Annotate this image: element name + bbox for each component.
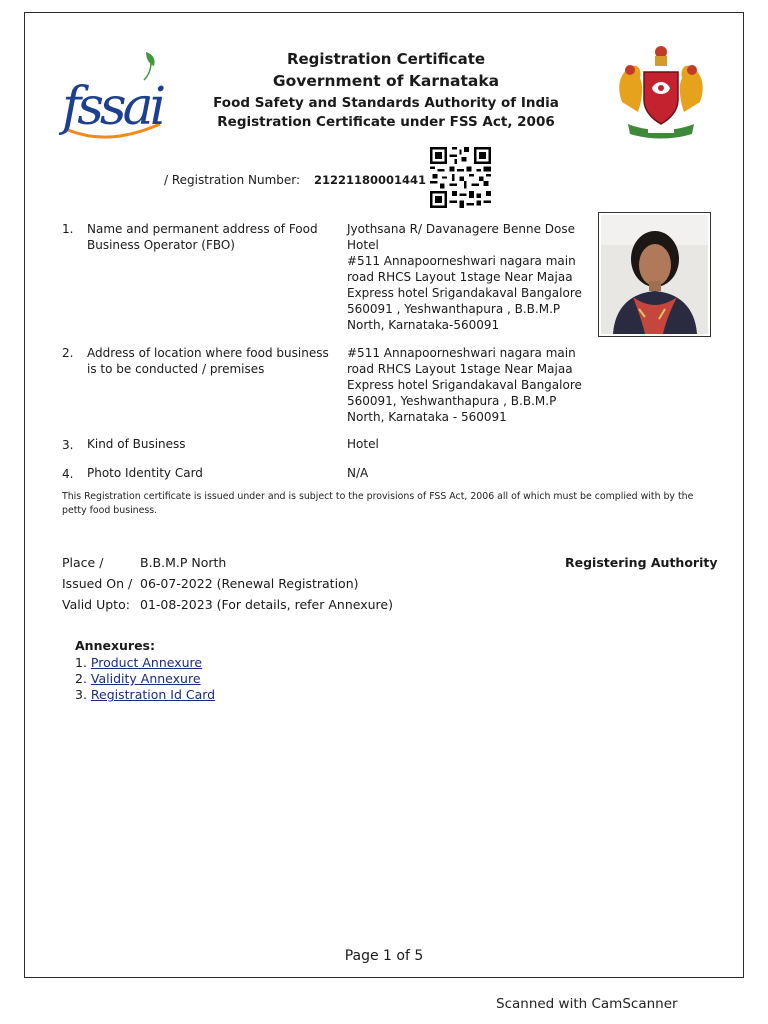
karnataka-emblem-icon (608, 42, 714, 144)
annexure-item (75, 671, 201, 686)
compliance-note: This Registration certificate is issued under and is subject to the provisions of FSS Act, 2006 all of which must be complied with by the petty food business. (62, 491, 694, 516)
row-number: 3. (62, 438, 74, 452)
page-number: Page 1 of 5 (344, 948, 424, 964)
act-title: Registration Certificate under FSS Act, 2006 (217, 114, 555, 130)
person-photo-icon (599, 213, 710, 336)
certificate-title: Registration Certificate (286, 50, 486, 68)
registration-number-value: 21221180001441 (314, 173, 427, 187)
validity-annexure-link[interactable]: Validity Annexure (90, 671, 201, 686)
annexure-number: 2. (75, 671, 87, 686)
issued-on-label: Issued On / (62, 576, 133, 591)
scanned-watermark: Scanned with CamScanner (496, 996, 678, 1012)
registration-id-card-link[interactable]: Registration Id Card (90, 687, 216, 702)
product-annexure-link[interactable]: Product Annexure (90, 655, 203, 670)
government-title: Government of Karnataka (272, 72, 500, 90)
svg-text:fssai: fssai (62, 77, 163, 137)
kind-of-business-value: Hotel (347, 437, 379, 451)
registering-authority-label: Registering Authority (565, 555, 718, 570)
annexures-title: Annexures: (75, 638, 155, 653)
row-number: 1. (62, 222, 74, 236)
valid-upto-value: 01-08-2023 (For details, refer Annexure) (140, 597, 393, 612)
fssai-logo (58, 40, 164, 146)
kind-of-business-label: Kind of Business (87, 437, 186, 451)
place-value: B.B.M.P North (140, 555, 227, 570)
annexure-number: 3. (75, 687, 87, 702)
fbo-photo (598, 212, 711, 337)
photo-id-card-label: Photo Identity Card (87, 466, 203, 480)
annexure-number: 1. (75, 655, 87, 670)
fbo-name-address-value: Jyothsana R/ Davanagere Benne Dose Hotel #511 Annapoorneshwari nagara main road RHCS Layout 1stage Near Majaa Express hotel Srigandakaval Bangalore 560091 , Yeshwanthapura , B.B.M.P North, Karnataka-560091 (347, 222, 582, 332)
annexure-item (75, 655, 202, 670)
premises-address-value: #511 Annapoorneshwari nagara main road RHCS Layout 1stage Near Majaa Express hotel Srigandakaval Bangalore 560091, Yeshwanthapura , B.B.M.P North, Karnataka - 560091 (347, 346, 582, 424)
valid-upto-label: Valid Upto: (62, 597, 130, 612)
row-number: 4. (62, 467, 74, 481)
registration-number-label: / Registration Number: (164, 173, 301, 187)
issued-on-value: 06-07-2022 (Renewal Registration) (140, 576, 359, 591)
photo-id-card-value: N/A (347, 466, 369, 480)
authority-title: Food Safety and Standards Authority of India (213, 95, 559, 111)
premises-address-label: Address of location where food business is to be conducted / premises (87, 346, 329, 376)
place-label: Place / (62, 555, 104, 570)
qr-code-icon[interactable] (430, 147, 491, 208)
fbo-name-label: Name and permanent address of Food Business Operator (FBO) (87, 222, 318, 252)
annexure-item (75, 687, 215, 702)
row-number: 2. (62, 346, 74, 360)
